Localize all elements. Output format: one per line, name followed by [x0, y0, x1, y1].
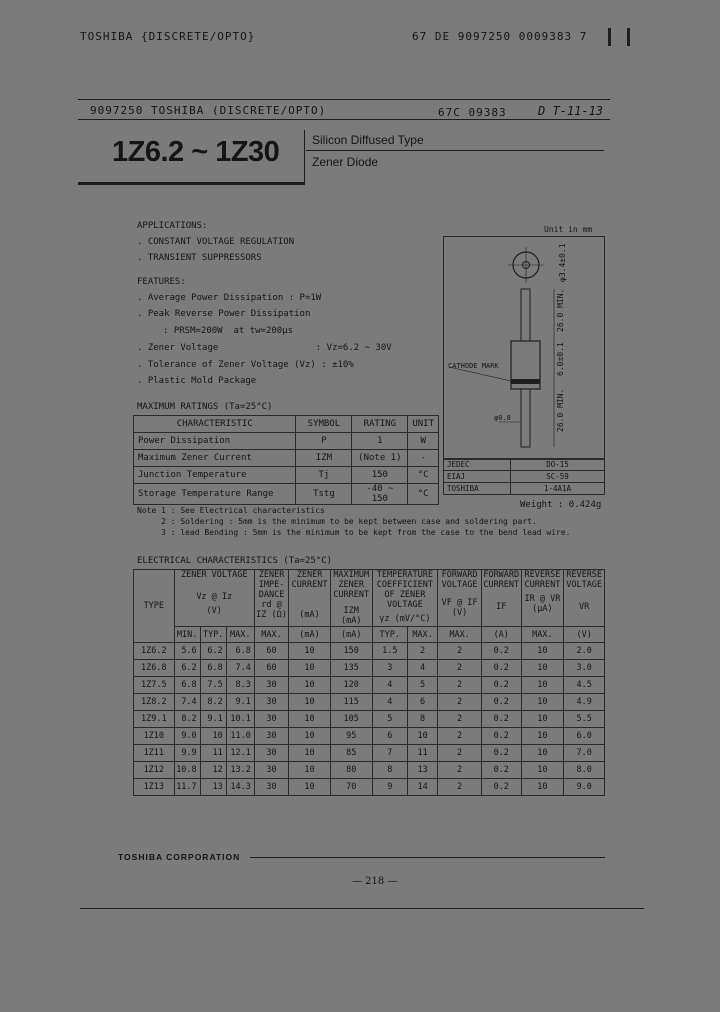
value-cell: 0.2 — [481, 694, 521, 711]
package-weight: Weight : 0.424g — [520, 500, 602, 510]
header-cell: MAX. — [226, 627, 254, 643]
header-cell: MIN. — [174, 627, 200, 643]
value-cell: 30 — [254, 779, 288, 796]
header-unit: (mA) — [299, 610, 320, 620]
package-row — [444, 483, 605, 495]
value-cell: 10 — [521, 779, 564, 796]
value-cell: 1.5 — [372, 643, 407, 660]
value-cell: 105 — [330, 711, 372, 728]
value-cell: 30 — [254, 677, 288, 694]
table-header-row — [134, 416, 439, 433]
value-cell: 60 — [254, 660, 288, 677]
type-cell: 1Z7.5 — [134, 677, 175, 694]
header-text: FORWARD VOLTAGE — [441, 570, 478, 590]
header-cell: MAX. — [407, 627, 437, 643]
header-unit: (V) — [451, 608, 468, 618]
cathode-mark-label: CATHODE MARK — [448, 362, 499, 370]
cell: (Note 1) — [352, 450, 408, 467]
type-cell: 1Z8.2 — [134, 694, 175, 711]
header-cell — [521, 570, 564, 627]
cell: °C — [408, 467, 439, 484]
value-cell: 0.2 — [481, 728, 521, 745]
value-cell: 11.7 — [174, 779, 200, 796]
header-cell: TYP. — [372, 627, 407, 643]
package-row — [444, 471, 605, 483]
table-subheader-row — [134, 627, 605, 643]
unit-label: Unit in mm — [544, 225, 593, 234]
header-text: REVERSE VOLTAGE — [566, 570, 603, 590]
cell: P — [296, 433, 352, 450]
subtitle-rule — [306, 150, 604, 151]
header-cell: RATING — [352, 416, 408, 433]
value-cell: 5.5 — [564, 711, 605, 728]
header-cell — [330, 570, 372, 627]
header-text: FORWARD CURRENT — [483, 570, 520, 590]
value-cell: 6 — [407, 694, 437, 711]
value-cell: 10 — [289, 728, 331, 745]
value-cell: 6.8 — [226, 643, 254, 660]
value-cell: 10.1 — [226, 711, 254, 728]
dimension-diameter: φ3.4±0.1 — [558, 243, 567, 282]
table-row — [134, 433, 439, 450]
value-cell: 5 — [407, 677, 437, 694]
header-cell: CHARACTERISTIC — [134, 416, 296, 433]
header-text: ZENER CURRENT — [291, 570, 328, 590]
value-cell: 9 — [372, 779, 407, 796]
value-cell: 10 — [200, 728, 226, 745]
cell: 1 — [352, 433, 408, 450]
header-text: ZENER VOLTAGE — [180, 570, 248, 580]
page-number: — 218 — — [352, 876, 398, 887]
package-row — [444, 459, 605, 471]
value-cell: 10 — [521, 762, 564, 779]
feature-item: : PRSM=200W at tw=200μs — [163, 326, 294, 336]
value-cell: 30 — [254, 711, 288, 728]
value-cell: 6.8 — [174, 677, 200, 694]
header-symbol: γz (mV/°C) — [379, 614, 431, 624]
package-table — [443, 458, 605, 495]
header-cell: ZENER IMPE-DANCE rd @ IZ (Ω) — [254, 570, 288, 627]
type-cell: 1Z9.1 — [134, 711, 175, 728]
applications-heading: APPLICATIONS: — [137, 221, 208, 231]
header-unit: (V) — [206, 606, 222, 616]
value-cell: 9.1 — [200, 711, 226, 728]
value-cell: 2 — [438, 711, 482, 728]
electrical-title: ELECTRICAL CHARACTERISTICS (Ta=25°C) — [137, 556, 333, 566]
cell: -40 ~ 150 — [352, 484, 408, 505]
cell: Storage Temperature Range — [134, 484, 296, 505]
type-cell: 1Z13 — [134, 779, 175, 796]
title-line-2: Zener Diode — [312, 155, 379, 169]
table-row — [134, 660, 605, 677]
header-cell — [481, 570, 521, 627]
cell: Tj — [296, 467, 352, 484]
value-cell: 8.2 — [174, 711, 200, 728]
table-row — [134, 711, 605, 728]
value-cell: 5.6 — [174, 643, 200, 660]
max-ratings-title: MAXIMUM RATINGS (Ta=25°C) — [137, 402, 273, 412]
note: 2 : Soldering : 5mm is the minimum to be kept between case and soldering part. — [137, 517, 537, 526]
table-row — [134, 745, 605, 762]
value-cell: 2 — [438, 779, 482, 796]
value-cell: 0.2 — [481, 643, 521, 660]
value-cell: 13 — [407, 762, 437, 779]
value-cell: 4 — [407, 660, 437, 677]
value-cell: 115 — [330, 694, 372, 711]
value-cell: 10 — [289, 643, 331, 660]
table-row — [134, 484, 439, 505]
value-cell: 9.9 — [174, 745, 200, 762]
cell: Maximum Zener Current — [134, 450, 296, 467]
scan-header-right: 67 DE 9097250 0009383 7 — [412, 30, 588, 43]
table-row — [134, 467, 439, 484]
value-cell: 12.1 — [226, 745, 254, 762]
value-cell: 2 — [438, 762, 482, 779]
value-cell: 7.4 — [226, 660, 254, 677]
value-cell: 30 — [254, 728, 288, 745]
value-cell: 10 — [521, 643, 564, 660]
table-row — [134, 643, 605, 660]
value-cell: 60 — [254, 643, 288, 660]
type-cell: 1Z6.2 — [134, 643, 175, 660]
electrical-table — [133, 569, 605, 796]
value-cell: 4.9 — [564, 694, 605, 711]
value-cell: 11 — [200, 745, 226, 762]
header-rule — [78, 99, 610, 100]
value-cell: 2 — [438, 694, 482, 711]
value-cell: 7 — [372, 745, 407, 762]
inner-header-mid: 67C 09383 — [438, 106, 507, 119]
value-cell: 10 — [289, 694, 331, 711]
package-code: DO-15 — [511, 459, 605, 471]
feature-item: . Tolerance of Zener Voltage (Vz) : ±10% — [137, 360, 354, 370]
value-cell: 70 — [330, 779, 372, 796]
type-cell: 1Z12 — [134, 762, 175, 779]
value-cell: 4.5 — [564, 677, 605, 694]
value-cell: 120 — [330, 677, 372, 694]
scan-mark — [608, 28, 611, 46]
header-text: TEMPERATURE COEFFICIENT OF ZENER VOLTAGE — [376, 570, 434, 610]
header-cell — [564, 570, 605, 627]
value-cell: 9.0 — [564, 779, 605, 796]
table-row — [134, 450, 439, 467]
value-cell: 10 — [521, 711, 564, 728]
package-std: TOSHIBA — [444, 483, 511, 495]
value-cell: 6.8 — [200, 660, 226, 677]
value-cell: 0.2 — [481, 660, 521, 677]
type-cell: 1Z6.8 — [134, 660, 175, 677]
max-ratings-table — [133, 415, 439, 505]
header-rule — [78, 119, 610, 120]
package-code: 1-4A1A — [511, 483, 605, 495]
value-cell: 10 — [289, 677, 331, 694]
title-underline — [78, 182, 304, 185]
value-cell: 12 — [200, 762, 226, 779]
header-cell: UNIT — [408, 416, 439, 433]
value-cell: 10 — [521, 694, 564, 711]
value-cell: 2.0 — [564, 643, 605, 660]
value-cell: 2 — [438, 660, 482, 677]
value-cell: 14 — [407, 779, 437, 796]
type-cell: 1Z11 — [134, 745, 175, 762]
cell: °C — [408, 484, 439, 505]
bottom-rule — [80, 908, 644, 909]
features-heading: FEATURES: — [137, 277, 186, 287]
value-cell: 9.0 — [174, 728, 200, 745]
value-cell: 30 — [254, 745, 288, 762]
header-cell — [372, 570, 438, 627]
value-cell: 0.2 — [481, 762, 521, 779]
header-symbol: VR — [579, 602, 590, 612]
dimension-body: 6.0±0.1 — [556, 342, 565, 376]
value-cell: 6 — [372, 728, 407, 745]
table-row — [134, 762, 605, 779]
header-cell: (A) — [481, 627, 521, 643]
cell: W — [408, 433, 439, 450]
header-symbol: IF — [496, 602, 507, 612]
table-row — [134, 728, 605, 745]
package-std: EIAJ — [444, 471, 511, 483]
value-cell: 7.0 — [564, 745, 605, 762]
value-cell: 13.2 — [226, 762, 254, 779]
header-cell: MAX. — [521, 627, 564, 643]
value-cell: 2 — [438, 745, 482, 762]
page-title: 1Z6.2 ~ 1Z30 — [112, 136, 280, 168]
value-cell: 0.2 — [481, 779, 521, 796]
title-line-1: Silicon Diffused Type — [312, 133, 424, 147]
value-cell: 10 — [521, 745, 564, 762]
value-cell: 8.2 — [200, 694, 226, 711]
scan-mark — [627, 28, 630, 46]
header-cell — [438, 570, 482, 627]
value-cell: 95 — [330, 728, 372, 745]
value-cell: 2 — [438, 728, 482, 745]
package-std: JEDEC — [444, 459, 511, 471]
electrical-table-body — [134, 643, 605, 796]
header-symbol: IR @ VR — [524, 594, 561, 604]
table-row — [134, 677, 605, 694]
value-cell: 0.2 — [481, 711, 521, 728]
value-cell: 11.0 — [226, 728, 254, 745]
package-code: SC-59 — [511, 471, 605, 483]
value-cell: 10 — [521, 677, 564, 694]
header-unit: (mA) — [340, 616, 362, 626]
header-unit: (μA) — [532, 604, 553, 614]
table-row — [134, 694, 605, 711]
header-cell: (mA) — [330, 627, 372, 643]
value-cell: 4 — [372, 694, 407, 711]
package-drawing — [443, 236, 605, 460]
cell: 150 — [352, 467, 408, 484]
value-cell: 2 — [438, 643, 482, 660]
note: Note 1 : See Electrical characteristics — [137, 506, 325, 515]
value-cell: 10 — [521, 660, 564, 677]
value-cell: 10 — [289, 762, 331, 779]
value-cell: 8 — [372, 762, 407, 779]
header-cell: TYP. — [200, 627, 226, 643]
header-cell: MAX. — [254, 627, 288, 643]
inner-header-right: D T-11-13 — [538, 104, 604, 118]
value-cell: 10 — [521, 728, 564, 745]
value-cell: 135 — [330, 660, 372, 677]
value-cell: 10 — [289, 711, 331, 728]
application-item: . CONSTANT VOLTAGE REGULATION — [137, 237, 295, 247]
header-cell: (mA) — [289, 627, 331, 643]
header-cell: SYMBOL — [296, 416, 352, 433]
scan-header-left: TOSHIBA {DISCRETE/OPTO} — [80, 30, 256, 43]
value-cell: 7.4 — [174, 694, 200, 711]
cell: Junction Temperature — [134, 467, 296, 484]
feature-item: . Zener Voltage : Vz=6.2 ~ 30V — [137, 343, 392, 353]
value-cell: 150 — [330, 643, 372, 660]
value-cell: 10 — [289, 779, 331, 796]
value-cell: 3.0 — [564, 660, 605, 677]
value-cell: 11 — [407, 745, 437, 762]
value-cell: 6.2 — [200, 643, 226, 660]
value-cell: 2 — [438, 677, 482, 694]
value-cell: 85 — [330, 745, 372, 762]
company-footer: TOSHIBA CORPORATION — [118, 852, 241, 862]
type-cell: 1Z10 — [134, 728, 175, 745]
value-cell: 6.2 — [174, 660, 200, 677]
feature-item: . Plastic Mold Package — [137, 376, 257, 386]
value-cell: 8.0 — [564, 762, 605, 779]
application-item: . TRANSIENT SUPPRESSORS — [137, 253, 262, 263]
cell: Tstg — [296, 484, 352, 505]
inner-header-left: 9097250 TOSHIBA (DISCRETE/OPTO) — [90, 104, 327, 117]
note: 3 : lead Bending : 5mm is the minimum to be kept from the case to the bend lead wire. — [137, 528, 571, 537]
value-cell: 8 — [407, 711, 437, 728]
cell: Power Dissipation — [134, 433, 296, 450]
value-cell: 14.3 — [226, 779, 254, 796]
value-cell: 10 — [289, 660, 331, 677]
cell: IZM — [296, 450, 352, 467]
value-cell: 30 — [254, 762, 288, 779]
value-cell: 4 — [372, 677, 407, 694]
lead-diameter-label: φ0.8 — [494, 414, 511, 422]
feature-item: . Average Power Dissipation : P=1W — [137, 293, 322, 303]
header-text: REVERSE CURRENT — [524, 570, 561, 590]
value-cell: 3 — [372, 660, 407, 677]
header-text: MAXIMUM ZENER CURRENT — [333, 570, 370, 600]
value-cell: 10 — [407, 728, 437, 745]
value-cell: 8.3 — [226, 677, 254, 694]
value-cell: 80 — [330, 762, 372, 779]
table-row — [134, 779, 605, 796]
value-cell: 9.1 — [226, 694, 254, 711]
value-cell: 0.2 — [481, 677, 521, 694]
table-header-row — [134, 570, 605, 627]
feature-item: . Peak Reverse Power Dissipation — [137, 309, 311, 319]
header-cell — [289, 570, 331, 627]
header-cell — [174, 570, 254, 627]
header-symbol: Vz @ Iz — [196, 592, 233, 602]
header-cell: TYPE — [134, 570, 175, 643]
value-cell: 10 — [289, 745, 331, 762]
header-cell: (V) — [564, 627, 605, 643]
value-cell: 30 — [254, 694, 288, 711]
header-symbol: VF @ IF — [441, 598, 478, 608]
value-cell: 10.8 — [174, 762, 200, 779]
footer-rule — [250, 857, 605, 858]
value-cell: 0.2 — [481, 745, 521, 762]
value-cell: 6.0 — [564, 728, 605, 745]
value-cell: 5 — [372, 711, 407, 728]
cell: - — [408, 450, 439, 467]
dimension-lead: 26.0 MIN. — [556, 288, 565, 332]
value-cell: 13 — [200, 779, 226, 796]
dimension-lead: 26.0 MIN. — [556, 388, 565, 432]
value-cell: 2 — [407, 643, 437, 660]
diode-outline-icon — [444, 237, 604, 459]
value-cell: 7.5 — [200, 677, 226, 694]
title-divider — [304, 130, 305, 185]
header-cell: MAX. — [438, 627, 482, 643]
header-symbol: IZM — [343, 606, 359, 616]
